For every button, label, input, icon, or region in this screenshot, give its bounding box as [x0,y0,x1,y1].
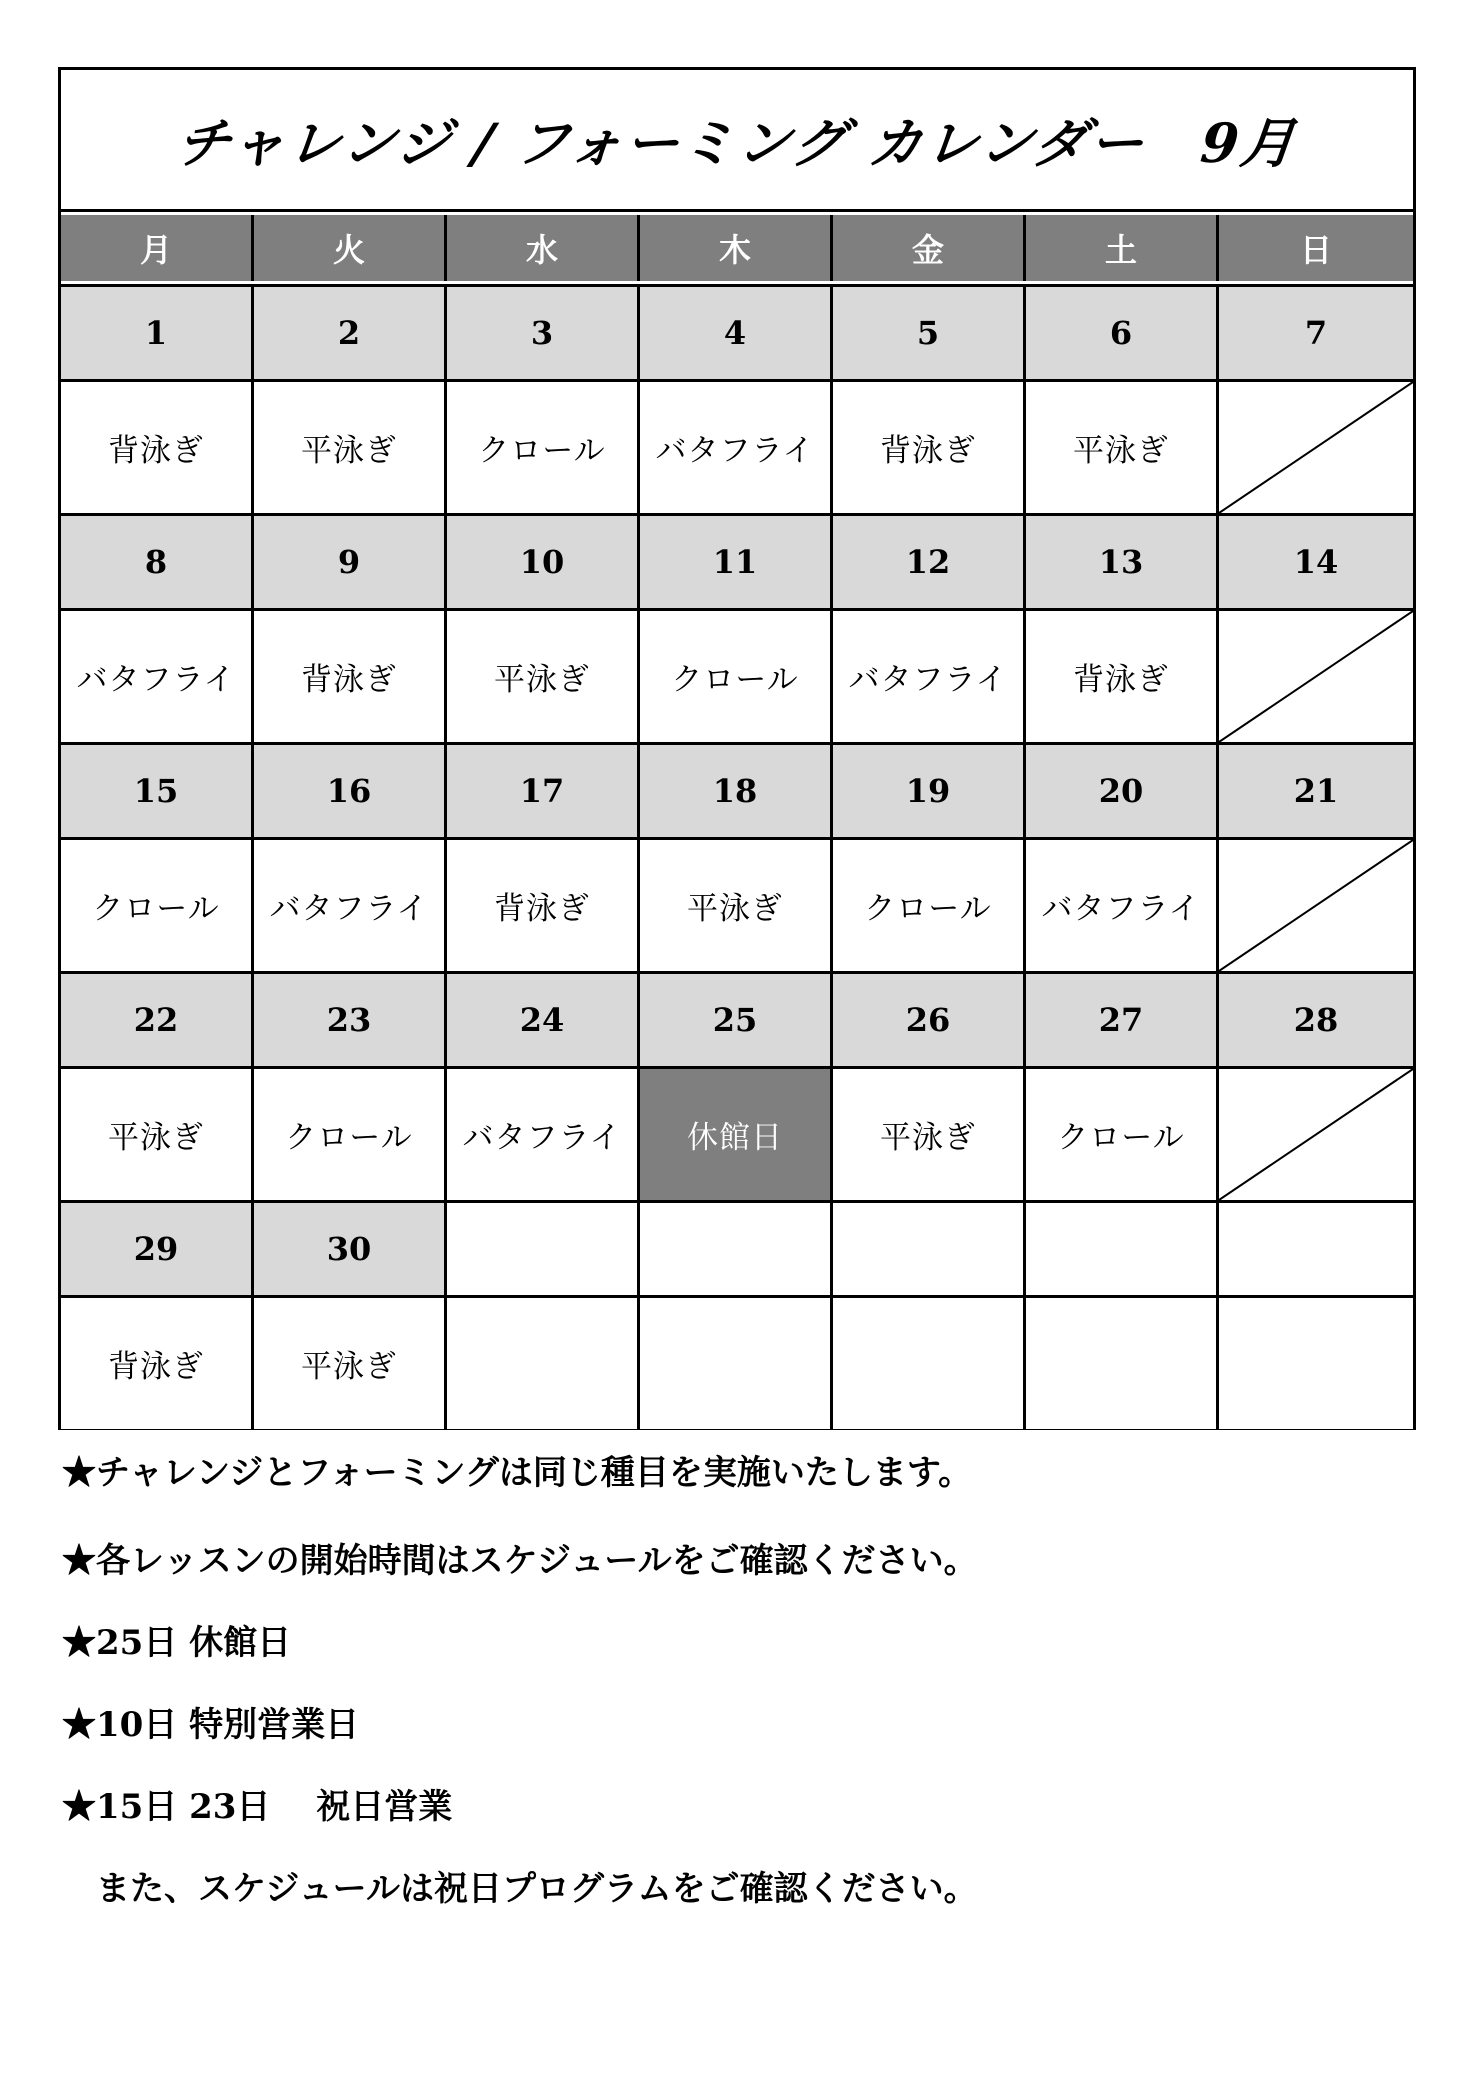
date-cell: 28 [1219,974,1413,1066]
program-row [61,382,1413,513]
date-cell: 5 [833,287,1026,379]
weekday-header: 金 [833,215,1026,281]
program-row [61,611,1413,742]
date-cell [447,1203,640,1295]
date-row [61,287,1413,379]
diagonal-slash-mark [1219,1069,1413,1200]
date-cell: 14 [1219,516,1413,608]
diagonal-slash-mark [1219,382,1413,513]
program-row [61,1298,1413,1429]
date-cell: 20 [1026,745,1219,837]
week-row [61,745,1413,974]
empty-cell [1026,1298,1219,1429]
program-cell: 背泳ぎ [833,382,1026,513]
program-cell: 平泳ぎ [254,1298,447,1429]
date-row [61,745,1413,837]
date-cell: 25 [640,974,833,1066]
weekday-header: 火 [254,215,447,281]
program-cell: 背泳ぎ [1026,611,1219,742]
date-cell [640,1203,833,1295]
date-cell: 16 [254,745,447,837]
note-check-schedule: ★各レッスンの開始時間はスケジュールをご確認ください。 [62,1541,978,1581]
page-title: チャレンジ / フォーミング カレンダー 9月 [173,111,1301,175]
program-row [61,840,1413,971]
program-cell: クロール [1026,1069,1219,1200]
empty-cell [833,1298,1026,1429]
diagonal-slash-mark [1219,611,1413,742]
date-cell [833,1203,1026,1295]
date-cell: 19 [833,745,1026,837]
program-cell: バタフライ [61,611,254,742]
date-cell: 9 [254,516,447,608]
program-cell: クロール [254,1069,447,1200]
weekday-header: 月 [61,215,254,281]
no-lesson-cell [1219,611,1413,742]
program-cell: 背泳ぎ [61,1298,254,1429]
date-row [61,974,1413,1066]
program-cell: バタフライ [1026,840,1219,971]
weekday-header-row [61,212,1413,287]
program-cell: 背泳ぎ [254,611,447,742]
date-cell: 27 [1026,974,1219,1066]
no-lesson-cell [1219,1069,1413,1200]
date-cell: 1 [61,287,254,379]
program-cell: 背泳ぎ [447,840,640,971]
weekday-header: 水 [447,215,640,281]
program-cell: クロール [61,840,254,971]
date-cell: 7 [1219,287,1413,379]
date-cell: 29 [61,1203,254,1295]
date-cell: 13 [1026,516,1219,608]
weekday-header: 日 [1219,215,1413,281]
empty-cell [640,1298,833,1429]
date-cell: 22 [61,974,254,1066]
date-cell: 10 [447,516,640,608]
date-cell: 2 [254,287,447,379]
date-cell: 4 [640,287,833,379]
date-row [61,516,1413,608]
program-row [61,1069,1413,1200]
no-lesson-cell [1219,382,1413,513]
program-cell: クロール [833,840,1026,971]
note-special-day: ★10日 特別営業日 [62,1705,360,1745]
program-cell: 平泳ぎ [1026,382,1219,513]
calendar-grid [58,209,1416,1430]
program-cell: 平泳ぎ [254,382,447,513]
week-row [61,287,1413,516]
date-row [61,1203,1413,1295]
no-lesson-cell [1219,840,1413,971]
calendar-title-box [58,67,1416,209]
date-cell [1219,1203,1413,1295]
date-cell [1026,1203,1219,1295]
date-cell: 30 [254,1203,447,1295]
program-cell: 平泳ぎ [61,1069,254,1200]
note-holiday-open: ★15日 23日 祝日営業 [62,1787,453,1827]
date-cell: 12 [833,516,1026,608]
program-cell: バタフライ [640,382,833,513]
week-row [61,974,1413,1203]
program-cell: 背泳ぎ [61,382,254,513]
diagonal-slash-mark [1219,840,1413,971]
program-cell: バタフライ [254,840,447,971]
empty-cell [447,1298,640,1429]
date-cell: 26 [833,974,1026,1066]
program-cell: 平泳ぎ [640,840,833,971]
program-cell: クロール [447,382,640,513]
program-cell: バタフライ [833,611,1026,742]
note-same-program: ★チャレンジとフォーミングは同じ種目を実施いたします。 [62,1453,973,1493]
empty-cell [1219,1298,1413,1429]
week-row [61,516,1413,745]
weekday-header: 土 [1026,215,1219,281]
weekday-header: 木 [640,215,833,281]
closed-day-cell: 休館日 [640,1069,833,1200]
week-row [61,1203,1413,1432]
date-cell: 18 [640,745,833,837]
program-cell: 平泳ぎ [447,611,640,742]
date-cell: 23 [254,974,447,1066]
date-cell: 21 [1219,745,1413,837]
date-cell: 11 [640,516,833,608]
date-cell: 8 [61,516,254,608]
date-cell: 17 [447,745,640,837]
date-cell: 15 [61,745,254,837]
note-holiday-program: また、スケジュールは祝日プログラムをご確認ください。 [62,1869,978,1909]
program-cell: クロール [640,611,833,742]
program-cell: 平泳ぎ [833,1069,1026,1200]
date-cell: 24 [447,974,640,1066]
note-closed-day: ★25日 休館日 [62,1623,292,1663]
program-cell: バタフライ [447,1069,640,1200]
date-cell: 3 [447,287,640,379]
date-cell: 6 [1026,287,1219,379]
